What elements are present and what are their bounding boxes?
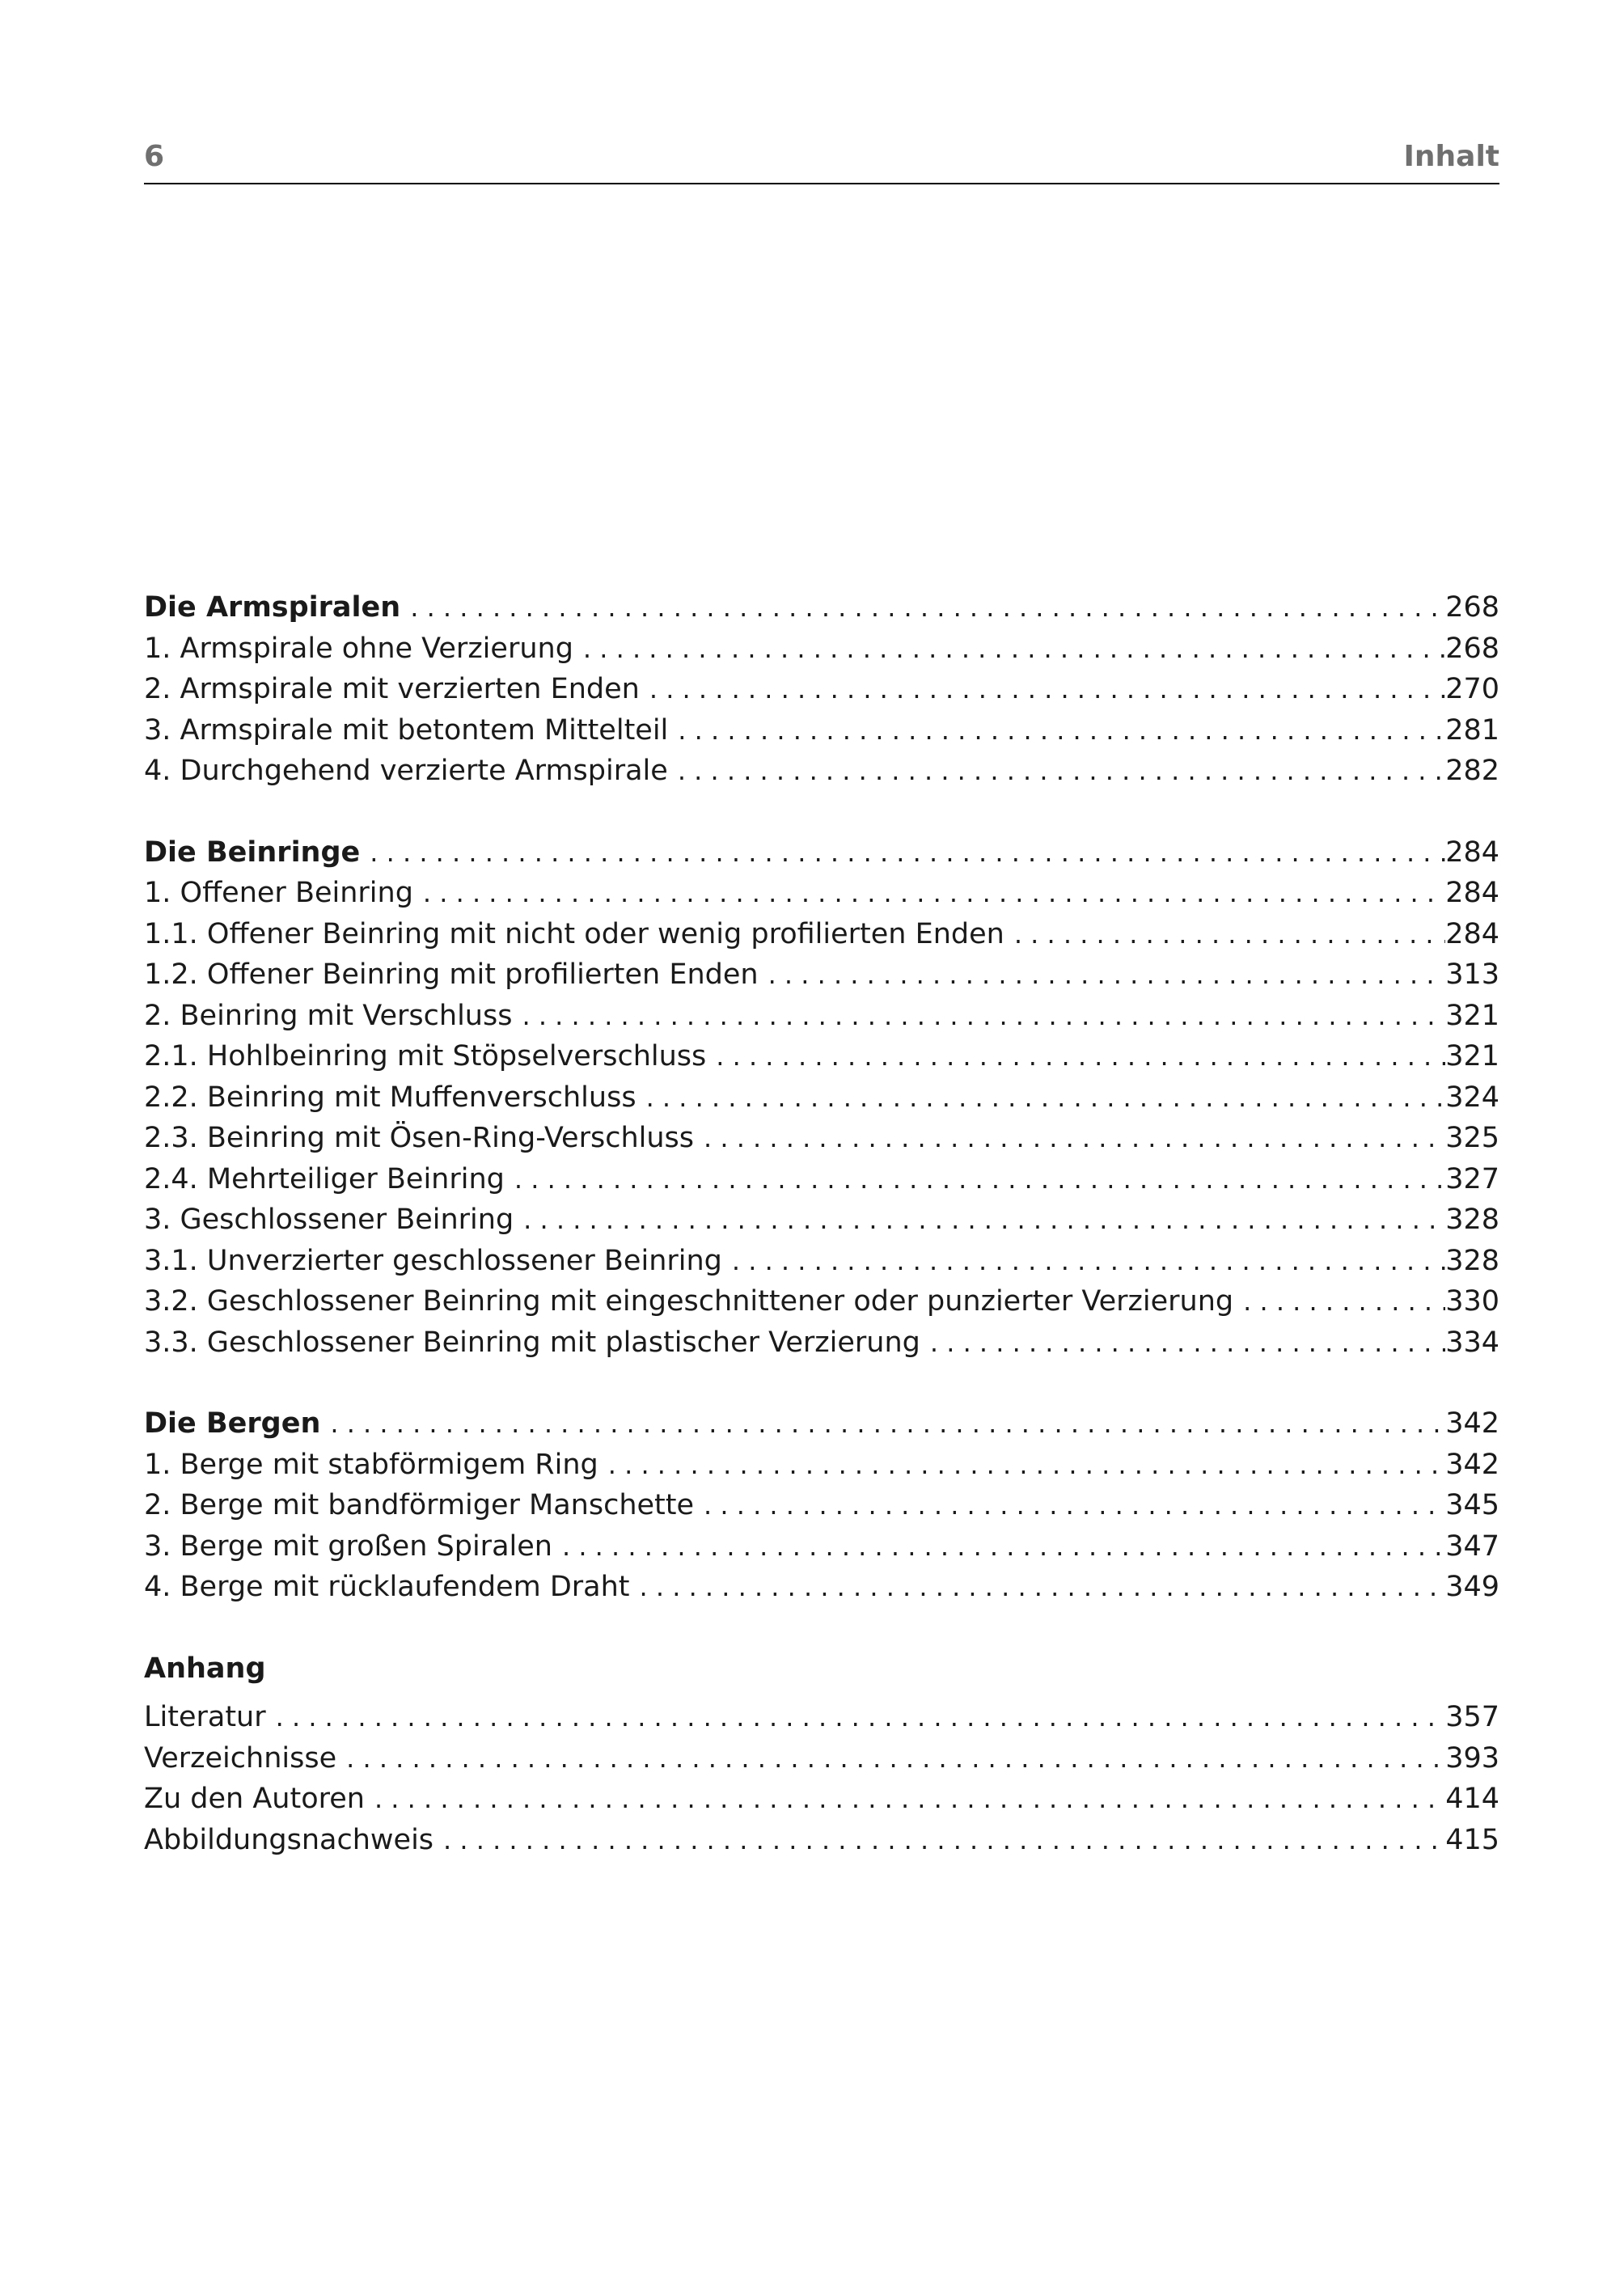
running-title: Inhalt <box>1403 140 1499 173</box>
toc-entry-label: 2. Berge mit bandförmiger Manschette <box>144 1489 695 1521</box>
toc-entry[interactable] <box>144 1118 1499 1159</box>
dot-leader <box>1233 1281 1445 1322</box>
toc-entry-page: 284 <box>1445 836 1499 869</box>
toc-entry-label: Literatur <box>144 1701 266 1733</box>
toc-entry-label: 4. Durchgehend verzierte Armspirale <box>144 755 668 787</box>
toc-entry-page: 268 <box>1445 632 1499 665</box>
page-number: 6 <box>144 140 165 173</box>
dot-leader <box>640 669 1445 710</box>
toc-entry[interactable] <box>144 1820 1499 1861</box>
toc-entry-label: 2.3. Beinring mit Ösen-Ring-Verschluss <box>144 1122 695 1154</box>
toc-entry[interactable] <box>144 914 1499 955</box>
dot-leader <box>759 954 1446 996</box>
toc-entry-page: 357 <box>1445 1701 1499 1733</box>
toc-entry-page: 313 <box>1445 958 1499 991</box>
toc-section-bergen <box>144 1403 1499 1608</box>
toc-entry-page: 321 <box>1445 999 1499 1032</box>
dot-leader <box>365 1779 1445 1820</box>
toc-entry-label: Die Bergen <box>144 1407 321 1440</box>
toc-entry-label: 4. Berge mit rücklaufendem Draht <box>144 1571 630 1603</box>
dot-leader <box>573 628 1445 670</box>
toc-entry-label: Die Beinringe <box>144 836 361 869</box>
toc-entry-label: 3. Geschlossener Beinring <box>144 1204 514 1236</box>
toc-entry-page: 321 <box>1445 1040 1499 1072</box>
dot-leader <box>722 1241 1445 1282</box>
toc-entry-label: Verzeichnisse <box>144 1741 337 1775</box>
toc-entry-page: 342 <box>1445 1407 1499 1440</box>
toc-entry[interactable] <box>144 710 1499 751</box>
toc-entry[interactable] <box>144 1779 1499 1820</box>
toc-entry[interactable] <box>144 1526 1499 1567</box>
toc-entry[interactable] <box>144 1241 1499 1282</box>
dot-leader <box>400 587 1445 628</box>
toc-entry-page: 414 <box>1445 1783 1499 1815</box>
toc-entry[interactable] <box>144 628 1499 670</box>
toc-entry-page: 330 <box>1445 1285 1499 1318</box>
toc-entry-label: 3.3. Geschlossener Beinring mit plastischer Verzierung <box>144 1326 920 1359</box>
toc-entry-page: 268 <box>1445 591 1499 624</box>
dot-leader <box>320 1403 1445 1445</box>
dot-leader <box>336 1738 1445 1779</box>
running-head <box>144 136 1499 184</box>
toc-entry[interactable] <box>144 1077 1499 1119</box>
toc-entry-label: 3.2. Geschlossener Beinring mit eingeschnittener oder punzierter Verzierung <box>144 1285 1234 1318</box>
dot-leader <box>598 1445 1445 1486</box>
dot-leader <box>1004 914 1445 955</box>
toc-entry[interactable] <box>144 832 1499 874</box>
toc-entry-label: 1. Armspirale ohne Verzierung <box>144 632 573 665</box>
toc-entry[interactable] <box>144 996 1499 1037</box>
toc-entry[interactable] <box>144 873 1499 914</box>
dot-leader <box>668 751 1445 792</box>
toc-entry[interactable] <box>144 1738 1499 1779</box>
toc-entry[interactable] <box>144 751 1499 792</box>
toc-entry-page: 345 <box>1445 1489 1499 1521</box>
toc-entry-page: 325 <box>1445 1122 1499 1154</box>
toc-entry-page: 284 <box>1445 877 1499 909</box>
toc-entry-label: Abbildungsnachweis <box>144 1823 434 1856</box>
toc-section-armspiralen <box>144 587 1499 792</box>
toc-entry-label: 3. Armspirale mit betontem Mittelteil <box>144 713 669 747</box>
appendix-heading: Anhang <box>144 1652 266 1685</box>
toc-section-anhang <box>144 1648 1499 1861</box>
dot-leader <box>266 1697 1446 1738</box>
toc-entry-page: 342 <box>1445 1448 1499 1481</box>
toc-entry-label: 2.4. Mehrteiliger Beinring <box>144 1162 505 1195</box>
toc-entry-label: Zu den Autoren <box>144 1783 365 1815</box>
toc-entry-page: 393 <box>1445 1741 1499 1775</box>
toc-entry-label: 1.2. Offener Beinring mit profilierten Enden <box>144 958 759 991</box>
toc-entry[interactable] <box>144 1281 1499 1322</box>
toc-entry-page: 284 <box>1445 917 1499 950</box>
dot-leader <box>668 710 1445 751</box>
toc-entry-page: 282 <box>1445 755 1499 787</box>
toc-entry-label: 1. Offener Beinring <box>144 877 413 909</box>
dot-leader <box>706 1036 1445 1077</box>
toc-entry[interactable] <box>144 1403 1499 1445</box>
dot-leader <box>433 1820 1445 1861</box>
toc-entry-page: 281 <box>1445 713 1499 747</box>
toc-entry-label: 1. Berge mit stabförmigem Ring <box>144 1448 598 1481</box>
toc-entry-page: 415 <box>1445 1823 1499 1856</box>
toc-entry-label: 3. Berge mit großen Spiralen <box>144 1529 552 1563</box>
toc-entry[interactable] <box>144 1567 1499 1608</box>
toc-entry[interactable] <box>144 1159 1499 1200</box>
toc-entry-page: 327 <box>1445 1162 1499 1195</box>
toc-entry-label: 2. Beinring mit Verschluss <box>144 999 513 1032</box>
toc-entry-page: 349 <box>1445 1571 1499 1603</box>
dot-leader <box>694 1118 1445 1159</box>
toc-entry[interactable] <box>144 669 1499 710</box>
toc-entry-page: 270 <box>1445 673 1499 705</box>
dot-leader <box>413 873 1445 914</box>
toc-entry[interactable] <box>144 1199 1499 1241</box>
dot-leader <box>505 1159 1445 1200</box>
toc-entry-label: Die Armspiralen <box>144 591 401 624</box>
dot-leader <box>920 1322 1445 1364</box>
toc-entry[interactable] <box>144 1445 1499 1486</box>
toc-entry-label: 2.2. Beinring mit Muffenverschluss <box>144 1081 636 1114</box>
toc-entry-label: 2. Armspirale mit verzierten Enden <box>144 673 640 705</box>
toc-entry[interactable] <box>144 1485 1499 1526</box>
toc-entry[interactable] <box>144 587 1499 628</box>
toc-entry[interactable] <box>144 1322 1499 1364</box>
toc-entry-label: 1.1. Offener Beinring mit nicht oder wenig profilierten Enden <box>144 917 1004 950</box>
toc-entry-label: 2.1. Hohlbeinring mit Stöpselverschluss <box>144 1040 707 1072</box>
toc-entry[interactable] <box>144 1697 1499 1738</box>
toc-entry-page: 347 <box>1445 1529 1499 1563</box>
toc-entry[interactable] <box>144 1036 1499 1077</box>
dot-leader <box>694 1485 1445 1526</box>
toc-section-beinringe <box>144 832 1499 1364</box>
dot-leader <box>514 1199 1445 1241</box>
dot-leader <box>360 832 1445 874</box>
toc-entry-page: 328 <box>1445 1244 1499 1277</box>
toc-entry-page: 334 <box>1445 1326 1499 1359</box>
dot-leader <box>630 1567 1446 1608</box>
table-of-contents <box>144 587 1499 1860</box>
toc-entry[interactable] <box>144 954 1499 996</box>
toc-entry-label: 3.1. Unverzierter geschlossener Beinring <box>144 1244 722 1277</box>
dot-leader <box>552 1526 1445 1567</box>
toc-entry-page: 324 <box>1445 1081 1499 1114</box>
dot-leader <box>512 996 1445 1037</box>
toc-entry-page: 328 <box>1445 1204 1499 1236</box>
dot-leader <box>636 1077 1446 1119</box>
